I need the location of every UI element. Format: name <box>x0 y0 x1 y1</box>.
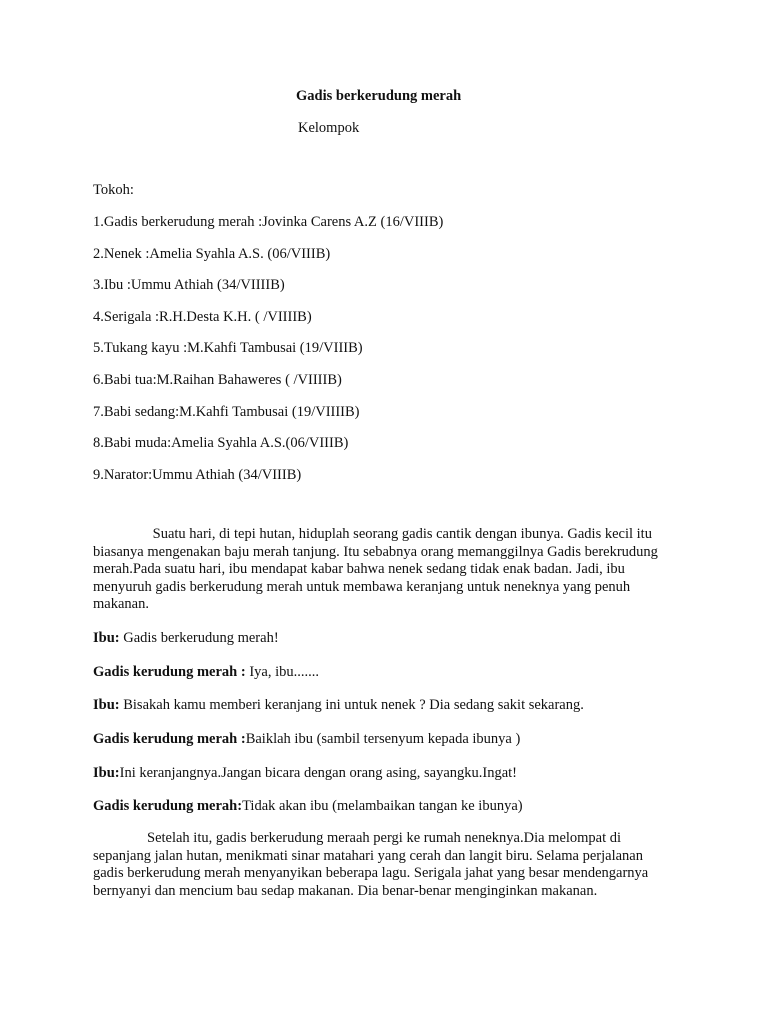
dialogue-line <box>93 628 279 648</box>
document-subtitle: Kelompok <box>298 120 360 136</box>
document-title: Gadis berkerudung merah <box>296 88 462 104</box>
dialogue-speaker: Ibu: <box>93 697 120 713</box>
dialogue-line <box>93 695 584 715</box>
story-paragraph <box>93 526 673 614</box>
dialogue-line <box>93 662 319 682</box>
dialogue-speaker: Gadis kerudung merah: <box>93 798 243 814</box>
cast-item: 5.Tukang kayu :M.Kahfi Tambusai (19/VIIIB) <box>93 340 363 357</box>
cast-item: 1.Gadis berkerudung merah :Jovinka Carens A.Z (16/VIIIB) <box>93 214 444 230</box>
dialogue-text: Iya, ibu....... <box>245 664 319 680</box>
cast-item: 7.Babi sedang:M.Kahfi Tambusai (19/VIIIIB) <box>93 403 360 420</box>
dialogue-speaker: Gadis kerudung merah : <box>93 664 246 680</box>
dialogue-text: Ini keranjangnya.Jangan bicara dengan orang asing, sayangku.Ingat! <box>119 765 517 781</box>
cast-item: 4.Serigala :R.H.Desta K.H. ( /VIIIIB) <box>93 308 312 325</box>
dialogue-text: Bisakah kamu memberi keranjang ini untuk nenek ? Dia sedang sakit sekarang. <box>119 697 584 713</box>
cast-list <box>93 212 443 496</box>
cast-item: 2.Nenek :Amelia Syahla A.S. (06/VIIIB) <box>93 245 331 262</box>
dialogue-text: Baiklah ibu (sambil tersenyum kepada ibunya ) <box>245 731 521 747</box>
cast-item: 9.Narator:Ummu Athiah (34/VIIIB) <box>93 466 302 483</box>
dialogue-text: Gadis berkerudung merah! <box>119 630 279 646</box>
paragraph-text: Suatu hari, di tepi hutan, hiduplah seorang gadis cantik dengan ibunya. Gadis kecil itu biasanya mengenakan baju merah tanjung. Itu sebabnya orang memanggilnya Gadis berekrudung merah.Pada suatu hari, ibu mendapat kabar bahwa nenek sedang tidak enak badan. Jadi, ibu menyuruh gadis berkerudung merah untuk membawa keranjang untuk neneknya yang penuh makanan. <box>93 526 658 612</box>
paragraph-text: Setelah itu, gadis berkerudung meraah pergi ke rumah neneknya.Dia melompat di sepanjang jalan hutan, menikmati sinar matahari yang cerah dan langit biru. Selama perjalanan gadis berkerudung merah menyanyikan beberapa lagu. Serigala jahat yang besar mendengarnya bernyanyi dan mencium bau sedap makanan. Dia benar-benar menginginkan makanan. <box>93 830 649 899</box>
dialogue-speaker: Ibu: <box>93 765 120 781</box>
dialogue-speaker: Ibu: <box>93 630 120 646</box>
cast-item: 6.Babi tua:M.Raihan Bahaweres ( /VIIIIB) <box>93 371 342 388</box>
dialogue-speaker: Gadis kerudung merah : <box>93 731 246 747</box>
dialogue-line <box>93 796 523 816</box>
dialogue-line <box>93 729 520 749</box>
cast-heading: Tokoh: <box>93 182 134 198</box>
dialogue-line <box>93 763 517 783</box>
dialogue-text: Tidak akan ibu (melambaikan tangan ke ibunya) <box>242 798 523 814</box>
story-paragraph <box>93 830 673 900</box>
cast-item: 8.Babi muda:Amelia Syahla A.S.(06/VIIIB) <box>93 435 349 452</box>
cast-item: 3.Ibu :Ummu Athiah (34/VIIIIB) <box>93 277 285 294</box>
